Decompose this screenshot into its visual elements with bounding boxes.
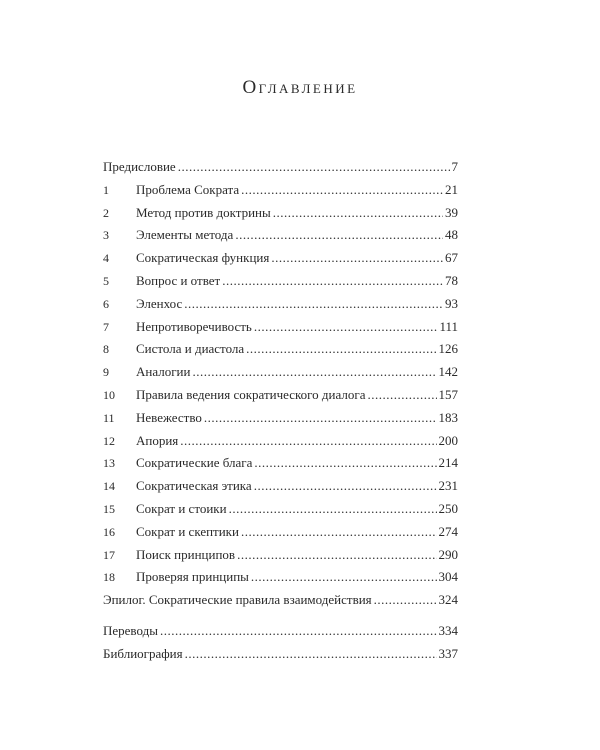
chapter-title: Сократ и стоики (136, 500, 227, 516)
chapter-list (103, 179, 458, 589)
chapter-page: 78 (445, 272, 458, 288)
chapter-page: 200 (438, 432, 458, 448)
chapter-page: 250 (438, 500, 458, 516)
chapter-page: 21 (445, 181, 458, 197)
chapter-title: Правила ведения сократического диалога (136, 386, 366, 402)
chapter-title: Сократическая функция (136, 250, 270, 266)
chapter-page: 157 (438, 386, 458, 402)
chapter-page: 231 (438, 478, 458, 494)
dot-leader (271, 247, 443, 270)
page-title: Оглавление (242, 77, 358, 98)
toc-entry-label: Эпилог. Сократические правила взаимодействия (103, 592, 372, 608)
chapter-page: 93 (445, 295, 458, 311)
toc-chapter[interactable] (103, 452, 458, 475)
dot-leader (254, 316, 438, 339)
chapter-page: 48 (445, 227, 458, 243)
chapter-number: 7 (103, 319, 109, 334)
dot-leader (160, 620, 437, 643)
chapter-title: Элементы метода (136, 227, 234, 243)
chapter-number: 18 (103, 570, 115, 585)
toc-preface[interactable] (103, 156, 458, 179)
dot-leader (251, 566, 437, 589)
toc-chapter[interactable] (103, 498, 458, 521)
dot-leader (367, 384, 436, 407)
dot-leader (185, 643, 437, 666)
chapter-number: 3 (103, 228, 109, 243)
toc-chapter[interactable] (103, 316, 458, 339)
chapter-number: 6 (103, 296, 109, 311)
chapter-number: 4 (103, 251, 109, 266)
toc-chapter[interactable] (103, 202, 458, 225)
chapter-title: Проблема Сократа (136, 181, 240, 197)
toc-chapter[interactable] (103, 293, 458, 316)
toc-chapter[interactable] (103, 407, 458, 430)
chapter-page: 67 (445, 250, 458, 266)
toc-chapter[interactable] (103, 224, 458, 247)
chapter-title: Сократические блага (136, 455, 253, 471)
chapter-title: Сократическая этика (136, 478, 252, 494)
chapter-page: 183 (438, 409, 458, 425)
toc-translations[interactable] (103, 620, 458, 643)
chapter-page: 274 (438, 523, 458, 539)
chapter-number: 17 (103, 547, 115, 562)
dot-leader (254, 452, 436, 475)
toc-chapter[interactable] (103, 475, 458, 498)
dot-leader (180, 430, 436, 453)
chapter-title: Метод против доктрины (136, 204, 271, 220)
chapter-number: 11 (103, 410, 115, 425)
chapter-page: 290 (438, 546, 458, 562)
chapter-number: 16 (103, 524, 115, 539)
spacer (103, 612, 458, 620)
toc-chapter[interactable] (103, 361, 458, 384)
chapter-title: Эленхос (136, 295, 183, 311)
toc-chapter[interactable] (103, 338, 458, 361)
dot-leader (235, 224, 443, 247)
toc-chapter[interactable] (103, 179, 458, 202)
toc-chapter[interactable] (103, 566, 458, 589)
dot-leader (192, 361, 436, 384)
chapter-number: 14 (103, 479, 115, 494)
toc-chapter[interactable] (103, 384, 458, 407)
table-of-contents (103, 156, 458, 666)
toc-entry-page: 7 (451, 159, 458, 174)
toc-chapter[interactable] (103, 430, 458, 453)
dot-leader (229, 498, 437, 521)
chapter-number: 8 (103, 342, 109, 357)
chapter-page: 126 (438, 341, 458, 357)
chapter-page: 111 (439, 318, 458, 334)
toc-chapter[interactable] (103, 544, 458, 567)
chapter-title: Проверяя принципы (136, 569, 249, 585)
chapter-title: Вопрос и ответ (136, 272, 221, 288)
chapter-title: Апория (136, 432, 179, 448)
dot-leader (237, 544, 436, 567)
chapter-title: Поиск принципов (136, 546, 236, 562)
toc-chapter[interactable] (103, 270, 458, 293)
dot-leader (222, 270, 443, 293)
dot-leader (273, 202, 443, 225)
dot-leader (204, 407, 437, 430)
dot-leader (241, 521, 437, 544)
chapter-title: Невежество (136, 409, 202, 425)
dot-leader (246, 338, 436, 361)
toc-chapter[interactable] (103, 247, 458, 270)
chapter-number: 13 (103, 456, 115, 471)
toc-entry-page: 337 (438, 645, 458, 661)
toc-epilogue[interactable] (103, 589, 458, 612)
toc-chapter[interactable] (103, 521, 458, 544)
toc-entry-page: 334 (438, 622, 458, 638)
chapter-title: Систола и диастола (136, 341, 245, 357)
dot-leader (241, 179, 443, 202)
chapter-number: 12 (103, 433, 115, 448)
chapter-page: 142 (438, 364, 458, 380)
chapter-number: 15 (103, 501, 115, 516)
toc-entry-label: Библиография (103, 645, 183, 661)
toc-entry-page: 324 (438, 592, 458, 608)
toc-entry-label: Предисловие (103, 159, 176, 174)
dot-leader (374, 589, 437, 612)
toc-entry-label: Переводы (103, 622, 158, 638)
chapter-title: Сократ и скептики (136, 523, 239, 539)
chapter-number: 9 (103, 365, 109, 380)
chapter-title: Непротиворечивость (136, 318, 252, 334)
toc-bibliography[interactable] (103, 643, 458, 666)
chapter-page: 39 (445, 204, 458, 220)
chapter-number: 1 (103, 182, 109, 197)
chapter-number: 5 (103, 273, 109, 288)
chapter-title: Аналогии (136, 364, 191, 380)
dot-leader (184, 293, 443, 316)
dot-leader (178, 156, 450, 179)
chapter-number: 2 (103, 205, 109, 220)
chapter-number: 10 (103, 387, 115, 402)
chapter-page: 304 (438, 569, 458, 585)
chapter-page: 214 (438, 455, 458, 471)
dot-leader (254, 475, 437, 498)
